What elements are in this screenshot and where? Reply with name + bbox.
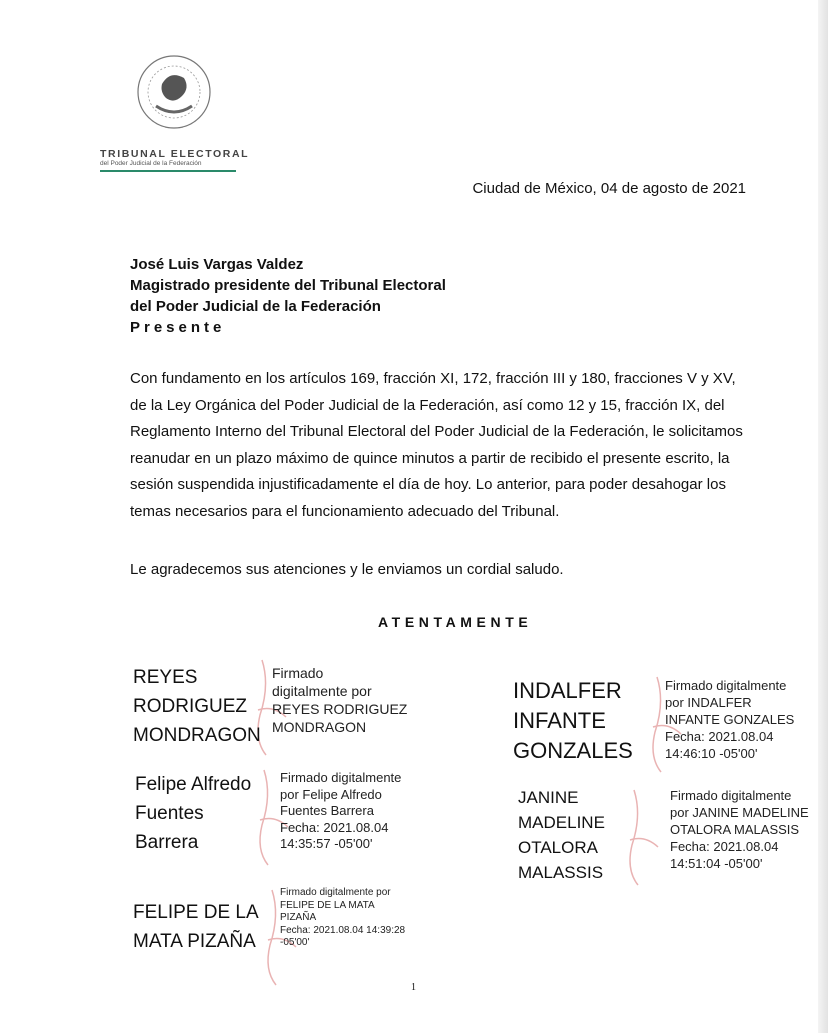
signer-name bbox=[133, 898, 259, 956]
signature-info-line: Firmado digitalmente bbox=[670, 788, 792, 803]
signature-info-line: digitalmente por bbox=[272, 683, 372, 699]
signature-info-line: Fecha: 2021.08.04 bbox=[670, 839, 779, 854]
signer-name-line: Barrera bbox=[135, 832, 199, 853]
signature-info-line: Firmado digitalmente bbox=[665, 678, 787, 693]
mexican-seal-icon bbox=[134, 44, 214, 140]
page-edge bbox=[818, 0, 828, 1033]
signature-info-line: por Felipe Alfredo bbox=[280, 786, 382, 802]
signer-name-line: MADELINE bbox=[518, 813, 605, 832]
signature-info-line: PIZAÑA bbox=[280, 912, 317, 923]
signature-info bbox=[280, 770, 401, 853]
signature-info-line: 14:35:57 -05'00' bbox=[280, 836, 373, 851]
signer-name-line: REYES bbox=[133, 667, 198, 688]
signature-info bbox=[665, 677, 794, 762]
signer-name bbox=[133, 663, 261, 750]
signature-info-line: Fecha: 2021.08.04 bbox=[665, 729, 774, 744]
signer-name bbox=[518, 785, 605, 885]
signature-info-line: MONDRAGON bbox=[272, 719, 367, 735]
signature-info-line: REYES RODRIGUEZ bbox=[272, 701, 408, 717]
signature-info-line: FELIPE DE LA MATA bbox=[280, 899, 375, 911]
tribunal-logo bbox=[100, 44, 250, 172]
signer-name-line: Felipe Alfredo bbox=[135, 774, 252, 795]
signer-name-line: MONDRAGON bbox=[133, 725, 261, 746]
recipient-name: José Luis Vargas Valdez bbox=[130, 256, 304, 273]
signature-info-line: por JANINE MADELINE bbox=[670, 805, 809, 820]
signature-info bbox=[280, 887, 405, 950]
recipient-title-2: del Poder Judicial de la Federación bbox=[130, 298, 381, 315]
letter-body: Con fundamento en los artículos 169, fracción XI, 172, fracción III y 180, fracciones V y XV, de la Ley Orgánica del Poder Judicial de la Federación, así como 12 y 15, fracción IX, del Reglamento Interno del Tribunal Electoral del Poder Judicial de la Federación, le solicitamos reanudar en un plazo máximo de quince minutos a partir de recibido el presente escrito, la sesión suspendida injustificadamente el día de hoy. Lo anterior, para poder desahogar los temas necesarios para el funcionamiento adecuado del Tribunal. bbox=[130, 370, 743, 520]
signature-info-line: 14:46:10 -05'00' bbox=[665, 746, 758, 761]
letter-date: Ciudad de México, 04 de agosto de 2021 bbox=[472, 180, 746, 197]
signature-info-line: Fecha: 2021.08.04 bbox=[280, 819, 389, 835]
signer-name-line: JANINE bbox=[518, 788, 579, 807]
signature-info-line: 14:51:04 -05'00' bbox=[670, 856, 763, 871]
signer-name bbox=[135, 770, 251, 857]
adobe-signature-watermark-icon bbox=[620, 785, 660, 895]
recipient-presente: Presente bbox=[130, 319, 226, 336]
signature-info-line: Firmado digitalmente bbox=[280, 770, 402, 785]
signature-info-line: INFANTE GONZALES bbox=[665, 712, 795, 727]
signature-info-line: Firmado bbox=[272, 665, 324, 681]
signature-info-line: por INDALFER bbox=[665, 695, 752, 710]
page-number: 1 bbox=[411, 982, 416, 993]
logo-underline bbox=[100, 170, 236, 172]
signer-name bbox=[513, 676, 633, 766]
atentamente-heading: ATENTAMENTE bbox=[378, 614, 533, 630]
signature-info-line: Fuentes Barrera bbox=[280, 803, 374, 818]
signer-name-line: Fuentes bbox=[135, 803, 204, 824]
recipient-block bbox=[130, 254, 446, 338]
signer-name-line: GONZALES bbox=[513, 738, 633, 763]
signer-name-line: FELIPE DE LA bbox=[133, 902, 259, 923]
signature-info-line: OTALORA MALASSIS bbox=[670, 822, 800, 837]
signature-info-line: Fecha: 2021.08.04 14:39:28 bbox=[280, 924, 406, 936]
signature-info-line: -05'00' bbox=[280, 937, 310, 948]
signature-info bbox=[670, 787, 809, 872]
closing-line: Le agradecemos sus atenciones y le enviamos un cordial saludo. bbox=[130, 561, 564, 578]
org-name: TRIBUNAL ELECTORAL bbox=[100, 148, 250, 160]
signature-info bbox=[272, 664, 407, 736]
signer-name-line: MALASSIS bbox=[518, 863, 604, 882]
recipient-title: Magistrado presidente del Tribunal Electoral bbox=[130, 277, 446, 294]
signer-name-line: INFANTE bbox=[513, 708, 606, 733]
signature-info-line: Firmado digitalmente por bbox=[280, 887, 391, 898]
signer-name-line: INDALFER bbox=[513, 678, 622, 703]
signer-name-line: MATA PIZAÑA bbox=[133, 931, 256, 952]
org-subtitle: del Poder Judicial de la Federación bbox=[100, 160, 202, 167]
signer-name-line: OTALORA bbox=[518, 838, 598, 857]
signer-name-line: RODRIGUEZ bbox=[133, 696, 247, 717]
